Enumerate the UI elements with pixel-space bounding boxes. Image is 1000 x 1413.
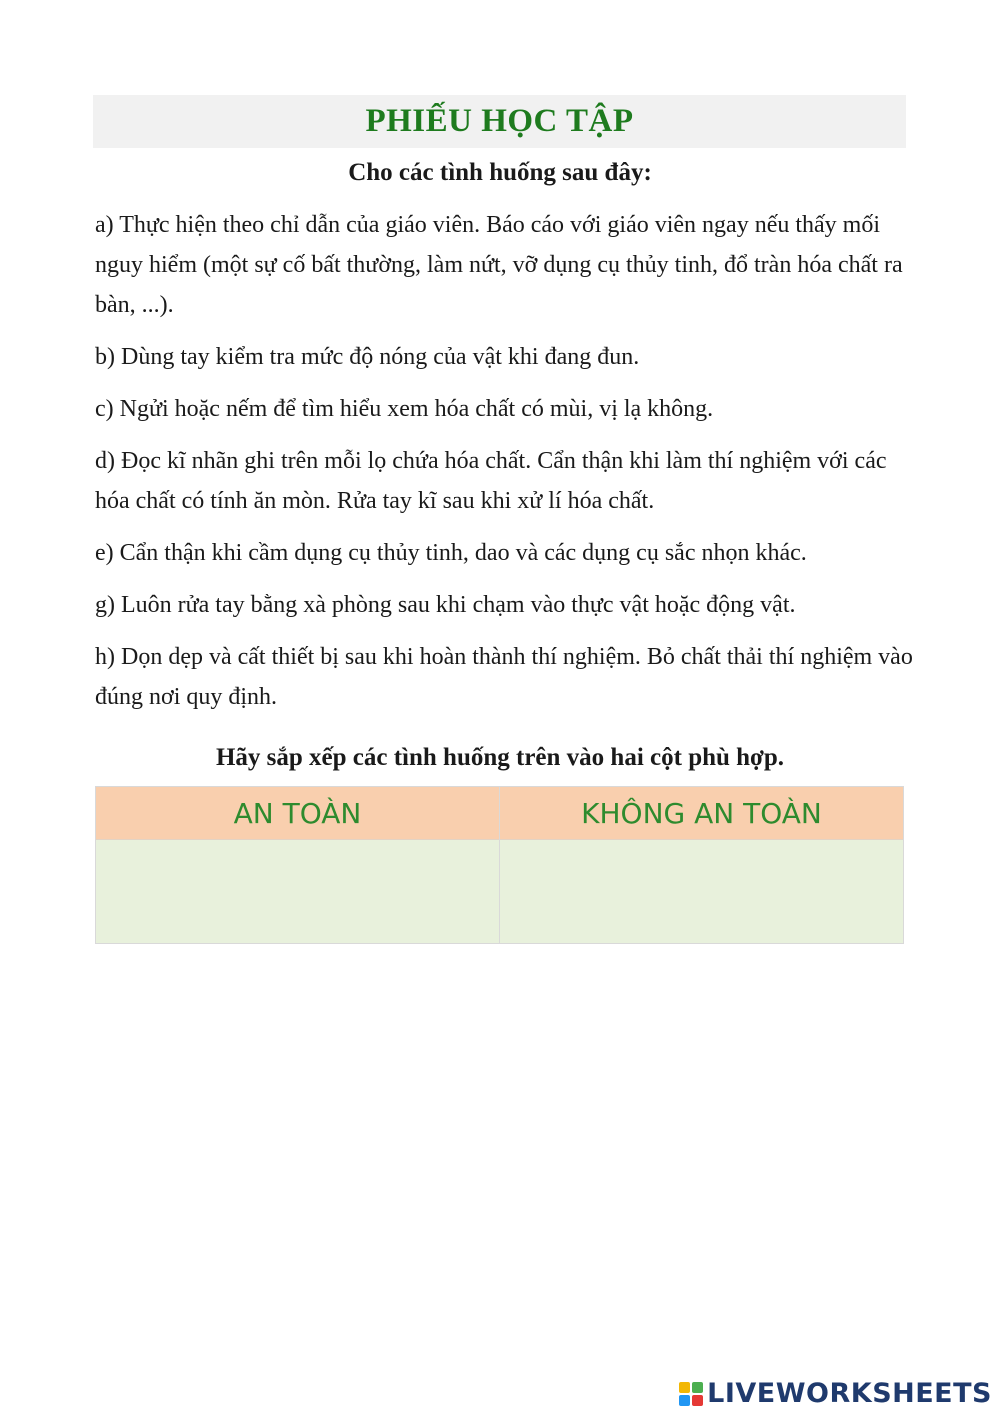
drop-zone-unsafe[interactable] (500, 840, 903, 943)
situation-item-g: g) Luôn rửa tay bằng xà phòng sau khi chạm vào thực vật hoặc động vật. (95, 592, 796, 618)
situation-item-a: a) Thực hiện theo chỉ dẫn của giáo viên. Báo cáo với giáo viên ngay nếu thấy mối nguy hiểm (một sự cố bất thường, làm nứt, vỡ dụng cụ thủy tinh, đổ tràn hóa chất ra bàn, ...). (95, 212, 903, 318)
instruction: Hãy sắp xếp các tình huống trên vào hai cột phù hợp. (215, 744, 785, 771)
situation-item-d: d) Đọc kĩ nhãn ghi trên mỗi lọ chứa hóa chất. Cẩn thận khi làm thí nghiệm với các hóa chất có tính ăn mòn. Rửa tay kĩ sau khi xử lí hóa chất. (95, 448, 887, 514)
column-header-unsafe: KHÔNG AN TOÀN (500, 787, 903, 840)
logo-cell (679, 1382, 690, 1393)
logo-cell (692, 1382, 703, 1393)
column-header-safe: AN TOÀN (96, 787, 499, 840)
sort-table (95, 786, 904, 944)
situation-list (95, 205, 915, 729)
column-unsafe (499, 787, 903, 943)
title-band (93, 95, 906, 148)
subtitle: Cho các tình huống sau đây: (348, 159, 652, 186)
situation-item-c: c) Ngửi hoặc nếm để tìm hiểu xem hóa chất có mùi, vị lạ không. (95, 396, 714, 422)
brand-name: LIVEWORKSHEETS (707, 1378, 992, 1409)
situation-item-b: b) Dùng tay kiểm tra mức độ nóng của vật khi đang đun. (95, 344, 640, 370)
column-safe (96, 787, 499, 943)
situation-item-e: e) Cẩn thận khi cầm dụng cụ thủy tinh, dao và các dụng cụ sắc nhọn khác. (95, 540, 807, 566)
drop-zone-safe[interactable] (96, 840, 499, 943)
liveworksheets-logo-icon (679, 1382, 703, 1406)
situation-item-h: h) Dọn dẹp và cất thiết bị sau khi hoàn thành thí nghiệm. Bỏ chất thải thí nghiệm vào đúng nơi quy định. (95, 644, 913, 710)
logo-cell (679, 1395, 690, 1406)
brand-watermark (679, 1378, 992, 1409)
page-title: PHIẾU HỌC TẬP (365, 103, 634, 139)
logo-cell (692, 1395, 703, 1406)
